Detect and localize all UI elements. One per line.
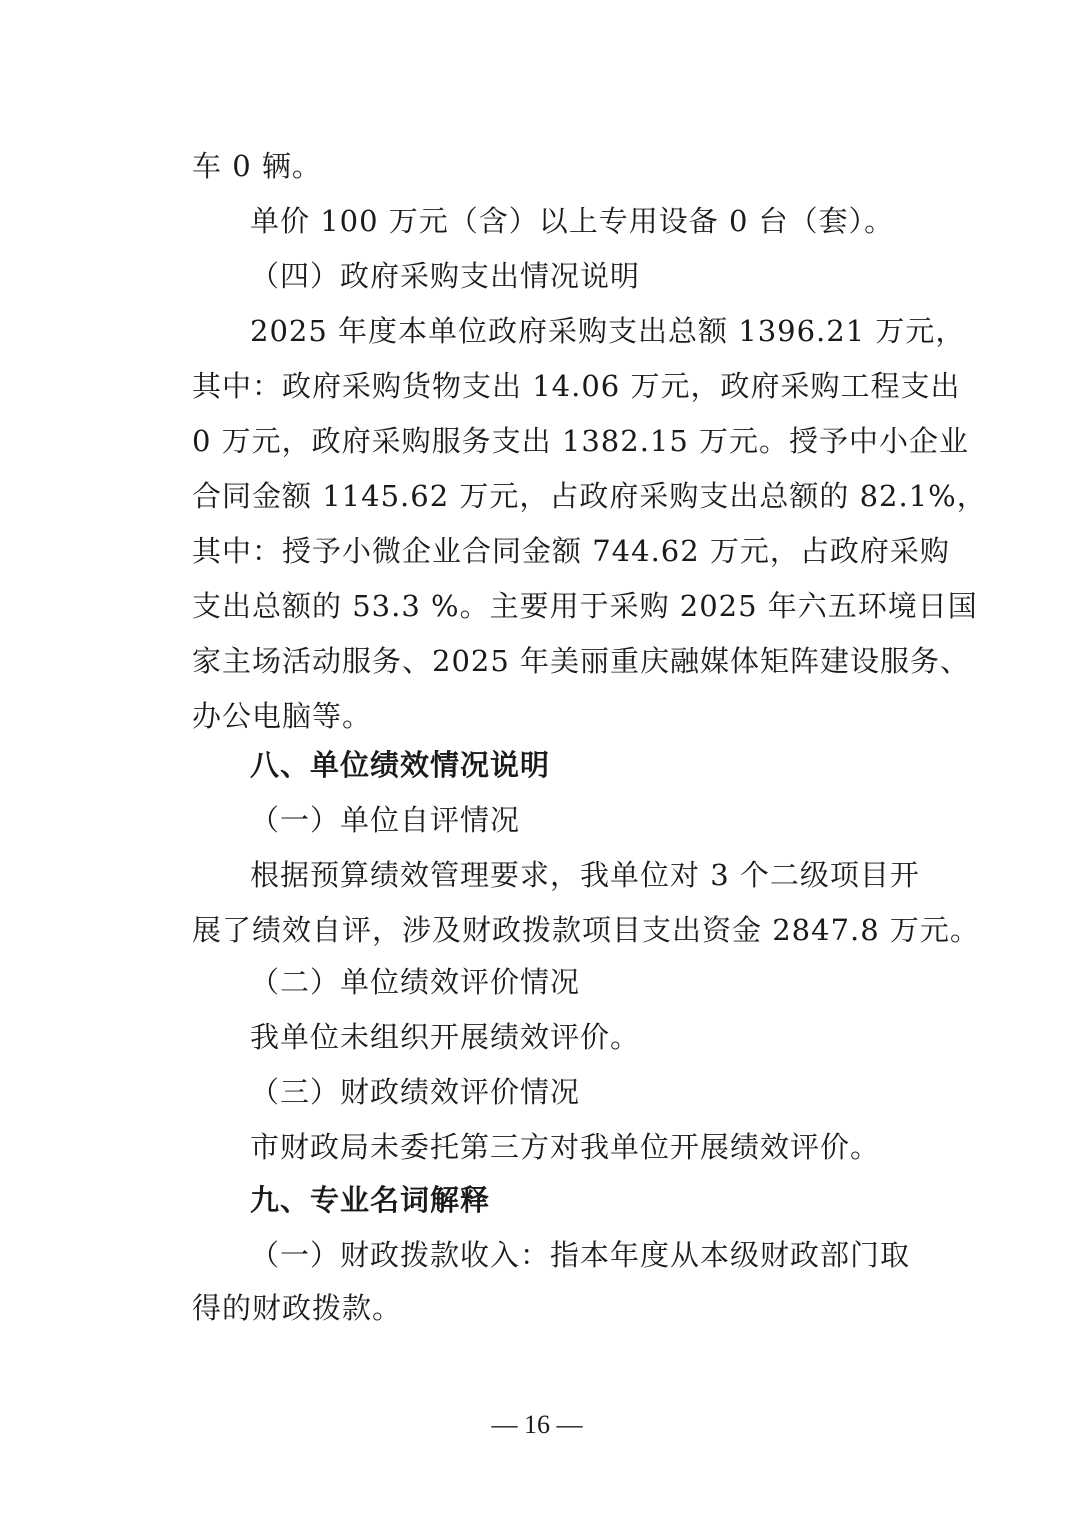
section-heading: 九、专业名词解释 — [250, 1183, 491, 1217]
body-text-line: 单价 100 万元（含）以上专用设备 0 台（套）。 — [250, 204, 895, 238]
body-text-line: 展了绩效自评，涉及财政拨款项目支出资金 2847.8 万元。 — [192, 913, 980, 947]
body-text-line: 办公电脑等。 — [192, 699, 373, 733]
body-text-line: 支出总额的 53.3 %。主要用于采购 2025 年六五环境日国 — [192, 589, 978, 623]
body-text-line: 其中：政府采购货物支出 14.06 万元，政府采购工程支出 — [192, 369, 961, 403]
section-heading: 八、单位绩效情况说明 — [250, 748, 551, 782]
subsection-heading: （三）财政绩效评价情况 — [250, 1075, 581, 1109]
body-text-line: 0 万元，政府采购服务支出 1382.15 万元。授予中小企业 — [192, 424, 970, 458]
body-text-line: 其中：授予小微企业合同金额 744.62 万元，占政府采购 — [192, 534, 950, 568]
body-text-line: 家主场活动服务、2025 年美丽重庆融媒体矩阵建设服务、 — [192, 644, 971, 678]
subsection-heading: （一）单位自评情况 — [250, 803, 521, 837]
subsection-heading: （二）单位绩效评价情况 — [250, 965, 581, 999]
body-text-line: 市财政局未委托第三方对我单位开展绩效评价。 — [250, 1130, 881, 1164]
body-text-line: （一）财政拨款收入：指本年度从本级财政部门取 — [250, 1238, 911, 1272]
body-text-line: 2025 年度本单位政府采购支出总额 1396.21 万元， — [250, 314, 966, 348]
subsection-heading: （四）政府采购支出情况说明 — [250, 259, 641, 293]
page-number: — 16 — — [491, 1410, 583, 1439]
body-text-line: 我单位未组织开展绩效评价。 — [250, 1020, 641, 1054]
body-text-line: 根据预算绩效管理要求，我单位对 3 个二级项目开 — [250, 858, 920, 892]
body-text-line: 车 0 辆。 — [192, 149, 322, 183]
body-text-line: 合同金额 1145.62 万元，占政府采购支出总额的 82.1%， — [192, 479, 987, 513]
body-text-line: 得的财政拨款。 — [192, 1291, 403, 1325]
